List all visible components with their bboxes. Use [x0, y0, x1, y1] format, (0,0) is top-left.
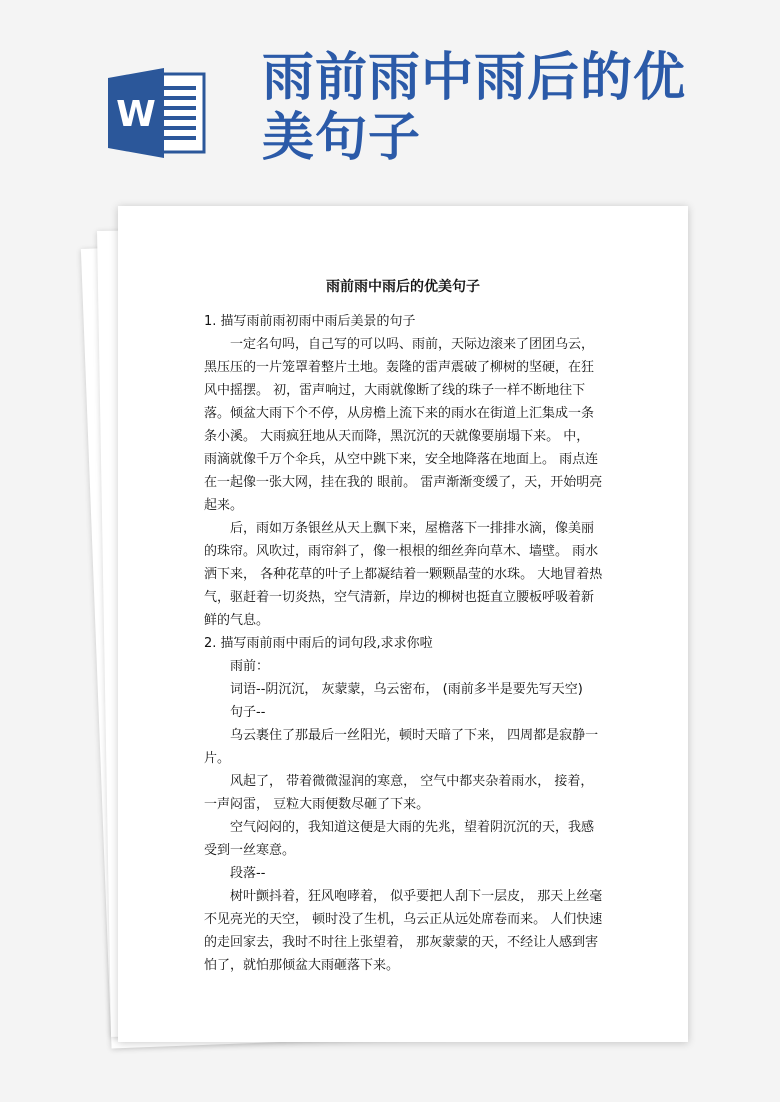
document-body [204, 310, 606, 977]
header [0, 0, 780, 200]
paragraph: 风起了， 带着微微湿润的寒意， 空气中都夹杂着雨水， 接着，一声闷雷， 豆粒大雨便数尽砸了下来。 [204, 774, 594, 812]
svg-text:W: W [116, 94, 156, 135]
paragraph: 空气闷闷的，我知道这便是大雨的先兆，望着阴沉沉的天，我感受到一丝寒意。 [204, 820, 595, 858]
paragraph: 乌云裹住了那最后一丝阳光，顿时天暗了下来， 四周都是寂静一片。 [204, 728, 599, 766]
line-label: 句子-- [230, 705, 266, 720]
title-line-2: 美句子 [262, 107, 422, 168]
page-title [262, 48, 732, 168]
title-line-1: 雨前雨中雨后的优 [262, 47, 687, 108]
section-heading: 1. 描写雨前雨初雨中雨后美景的句子 [204, 314, 416, 329]
line-label: 段落-- [230, 866, 266, 881]
document-page [118, 206, 688, 1042]
document-title: 雨前雨中雨后的优美句子 [326, 279, 480, 295]
word-document-icon [108, 68, 208, 158]
section-heading: 2. 描写雨前雨中雨后的词句段,求求你啦 [204, 636, 433, 651]
line-label: 雨前： [230, 659, 270, 674]
paragraph: 一定名句吗，自己写的可以吗、雨前，天际边滚来了团团乌云，黑压压的一片笼罩着整片土地。轰隆的雷声震破了柳树的坚硬，在狂风中摇摆。 初，雷声响过，大雨就像断了线的珠子一样不断地往下落。倾盆大雨下个不停，从房檐上流下来的雨水在街道上汇集成一条条小溪。 大雨疯狂地从天而降，黑沉沉的天就像要崩塌下来。 中， 雨滴就像千万个伞兵，从空中跳下来，安全地降落在地面上。 雨点连在一起像一张大网，挂在我的 眼前。 雷声渐渐变缓了，天，开始明亮起来。 [204, 337, 603, 513]
paragraph: 后，雨如万条银丝从天上飘下来，屋檐落下一排排水滴，像美丽的珠帘。风吹过，雨帘斜了，像一根根的细丝奔向草木、墙壁。 雨水洒下来， 各种花草的叶子上都凝结着一颗颗晶莹的水珠。 大地冒着热气，驱赶着一切炎热，空气清新，岸边的柳树也挺直立腰板呼吸着新鲜的气息。 [204, 521, 603, 628]
paragraph: 树叶颤抖着，狂风咆哮着， 似乎要把人刮下一层皮， 那天上丝毫不见亮光的天空， 顿时没了生机，乌云正从远处席卷而来。 人们快速的走回家去，我时不时往上张望着， 那灰蒙蒙的天，不经让人感到害怕了，就怕那倾盆大雨砸落下来。 [204, 889, 603, 973]
words-line: 词语--阴沉沉， 灰蒙蒙，乌云密布， (雨前多半是要先写天空) [230, 682, 583, 697]
